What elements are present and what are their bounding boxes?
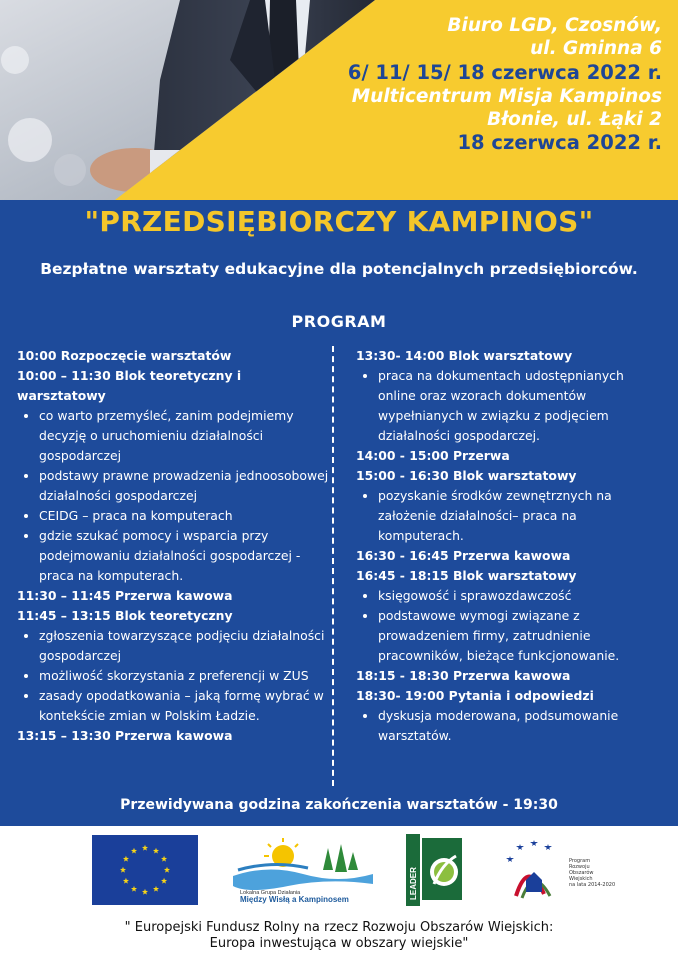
agenda-heading: 15:00 - 16:30 Blok warsztatowy (356, 468, 577, 483)
prow-line: Program (569, 858, 591, 864)
lgd-logo (228, 834, 378, 906)
agenda-bullet: • podstawy prawne prowadzenia jednoosobowej działalności gospodarczej (39, 466, 329, 506)
agenda-heading: 11:30 – 11:45 Przerwa kawowa (17, 588, 233, 603)
location-2-address: Błonie, ul. Łąki 2 (487, 109, 662, 130)
agenda-bullets (356, 366, 661, 446)
agenda-bullet: • praca na dokumentach udostępnianych online oraz wzorach dokumentów wypełnianych w związku z podjęciem działalności gospodarczej. (378, 366, 661, 446)
agenda-bullets (356, 586, 661, 666)
prow-line: Wiejskich (569, 876, 593, 882)
agenda-heading: 14:00 - 15:00 Przerwa (356, 448, 510, 463)
agenda-bullet: • zgłoszenia towarzyszące podjęciu działalności gospodarczej (39, 626, 329, 666)
agenda-bullet: • co warto przemyśleć, zanim podejmiemy decyzję o uruchomieniu działalności gospodarczej (39, 406, 329, 466)
prow-line: Rozwoju (569, 864, 590, 870)
location-1-address: ul. Gminna 6 (530, 38, 662, 59)
agenda-heading: 16:45 - 18:15 Blok warsztatowy (356, 568, 577, 583)
agenda-bullet: • księgowość i sprawozdawczość (378, 586, 661, 606)
agenda-bullet: • gdzie szukać pomocy i wsparcia przy podejmowaniu działalności gospodarczej - praca na komputerach. (39, 526, 329, 586)
agenda-bullets (17, 406, 329, 586)
agenda-heading: 18:30- 19:00 Pytania i odpowiedzi (356, 688, 594, 703)
agenda-bullet: • dyskusja moderowana, podsumowanie warsztatów. (378, 706, 661, 746)
agenda-bullets (356, 706, 661, 746)
program-heading: PROGRAM (291, 312, 387, 331)
footer-logos (0, 826, 678, 960)
lgd-small-text: Lokalna Grupa Działania (240, 890, 301, 896)
agenda-bullet: • pozyskanie środków zewnętrznych na założenie działalności– praca na komputerach. (378, 486, 661, 546)
agenda-bullet: • zasady opodatkowania – jaką formę wybrać w kontekście zmian w Polskim Ładzie. (39, 686, 329, 726)
end-time-note: Przewidywana godzina zakończenia warsztatów - 19:30 (120, 797, 558, 813)
eafrd-quote (0, 920, 678, 952)
agenda-heading: 10:00 – 11:30 Blok teoretyczny i warsztatowy (17, 368, 242, 403)
agenda-heading: 16:30 - 16:45 Przerwa kawowa (356, 548, 571, 563)
leader-logo (406, 834, 466, 906)
event-locations (348, 14, 662, 154)
program-section (0, 200, 678, 826)
agenda-heading: 18:15 - 18:30 Przerwa kawowa (356, 668, 571, 683)
poster-subtitle: Bezpłatne warsztaty edukacyjne dla potencjalnych przedsiębiorców. (40, 260, 638, 278)
program-right-column (356, 346, 661, 746)
agenda-heading: 11:45 – 13:15 Blok teoretyczny (17, 608, 233, 623)
program-left-column (17, 346, 329, 746)
location-2-date: 18 czerwca 2022 r. (457, 131, 662, 154)
column-divider (332, 346, 334, 786)
agenda-heading: 10:00 Rozpoczęcie warsztatów (17, 348, 232, 363)
agenda-bullet: • CEIDG – praca na komputerach (39, 506, 329, 526)
quote-line-1: " Europejski Fundusz Rolny na rzecz Rozwoju Obszarów Wiejskich: (124, 920, 554, 935)
agenda-heading: 13:15 – 13:30 Przerwa kawowa (17, 728, 233, 743)
quote-line-2: Europa inwestująca w obszary wiejskie" (209, 936, 469, 951)
location-2-name: Multicentrum Misja Kampinos (351, 86, 662, 107)
prow-line: Obszarów (569, 870, 594, 876)
location-1-dates: 6/ 11/ 15/ 18 czerwca 2022 r. (347, 61, 662, 84)
agenda-bullets (17, 626, 329, 726)
agenda-heading: 13:30- 14:00 Blok warsztatowy (356, 348, 573, 363)
agenda-bullet: • podstawowe wymogi związane z prowadzeniem firmy, zatrudnienie pracowników, bieżące funkcjonowanie. (378, 606, 661, 666)
location-1-name: Biuro LGD, Czosnów, (447, 15, 662, 36)
prow-line: na lata 2014-2020 (569, 882, 616, 888)
agenda-bullets (356, 486, 661, 546)
header-banner (0, 0, 678, 200)
lgd-name-text: Między Wisłą a Kampinosem (240, 895, 349, 904)
agenda-bullet: • możliwość skorzystania z preferencji w ZUS (39, 666, 329, 686)
leader-text: LEADER (409, 867, 418, 900)
eu-flag-logo (92, 835, 198, 905)
prow-text (569, 858, 615, 888)
poster-title: "PRZEDSIĘBIORCZY KAMPINOS" (84, 205, 594, 238)
